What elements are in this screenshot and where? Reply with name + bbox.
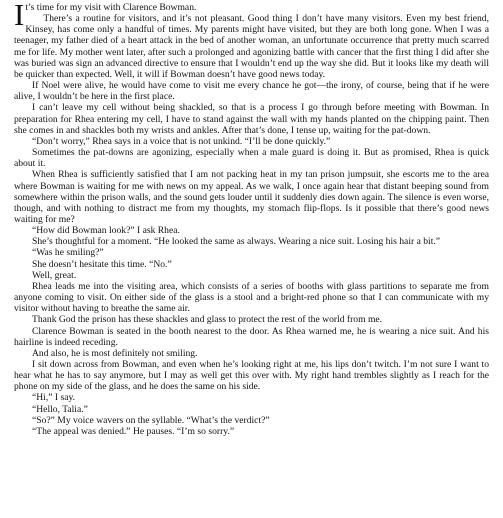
paragraph: When Rhea is sufficiently satisfied that I am not packing heat in my tan prison jumpsuit, she escorts me to the area where Bowman is waiting for me with news on my appeal. As we walk, I once again hear that distant beeping sound from somewhere within the prison walls, and the sound gets louder until it suddenly dies down again. The silence is even worse, though, and with nothing to distract me from my thoughts, my stomach flip-flops. Is it possible that there’s good news waiting for me? [14, 169, 489, 225]
paragraph: Clarence Bowman is seated in the booth nearest to the door. As Rhea warned me, he is wearing a nice suit. And his hairline is indeed receding. [14, 325, 489, 348]
paragraph: There’s a routine for visitors, and it’s not pleasant. Good thing I don’t have many visitors. Even my best friend, Kinsey, has come only a handful of times. My parents might have visited, but they are both long gone. When I was a teenager, my father died of a heart attack in the bed of another woman, an unfortunate occurrence that pretty much scarred me for life. My mother went later, after such a prolonged and agonizing battle with cancer that the first thing I did after she was buried was sign an advanced directive to ensure that I wouldn’t end up the way she did. But it looks like my death will be quicker than expected. Well, it will if Bowman doesn’t have good news today. [14, 13, 489, 80]
paragraph-text: t’s time for my visit with Clarence Bowman. [25, 2, 197, 13]
paragraph: Sometimes the pat-downs are agonizing, especially when a male guard is doing it. But as promised, Rhea is quick about it. [14, 147, 489, 170]
paragraph: I sit down across from Bowman, and even when he’s looking right at me, his lips don’t twitch. I’m not sure I want to hear what he has to say anymore, but I may as well get this over with. My right hand trembles slightly as I reach for the phone on my side of the glass, and he does the same on his side. [14, 359, 489, 393]
paragraph: She’s thoughtful for a moment. “He looked the same as always. Wearing a nice suit. Losing his hair a bit.” [32, 236, 441, 248]
drop-cap: I [14, 0, 25, 32]
paragraph: “The appeal was denied.” He pauses. “I’m so sorry.” [32, 425, 235, 437]
opening-paragraph [14, 0, 489, 32]
paragraph: “Hello, Talia.” [32, 403, 88, 415]
paragraph: “Don’t worry,” Rhea says in a voice that is not unkind. “I’ll be done quickly.” [32, 135, 331, 147]
paragraph: “How did Bowman look?” I ask Rhea. [32, 225, 180, 237]
paragraph: And also, he is most definitely not smiling. [32, 347, 198, 359]
paragraph: If Noel were alive, he would have come to visit me every chance he got—the irony, of course, being that if he were alive, I wouldn’t be here in the first place. [14, 80, 489, 103]
paragraph: I can’t leave my cell without being shackled, so that is a process I go through before meeting with Bowman. In preparation for Rhea entering my cell, I have to stand against the wall with my hands planted on the chipping paint. Then she comes in and shackles both my wrists and ankles. After that’s done, I tense up, waiting for the pat-down. [14, 102, 489, 136]
paragraph: “So?” My voice wavers on the syllable. “What’s the verdict?” [32, 414, 270, 426]
paragraph: Rhea leads me into the visiting area, which consists of a series of booths with glass partitions to separate me from anyone coming to visit. On either side of the glass is a stool and a bright-red phone so that I can communicate with my visitor without having to breathe the same air. [14, 280, 489, 315]
paragraph: “Hi,” I say. [32, 392, 76, 404]
paragraph: She doesn’t hesitate this time. “No.” [32, 258, 172, 270]
paragraph: Well, great. [32, 269, 77, 281]
paragraph: “Was he smiling?” [32, 247, 104, 259]
paragraph: Thank God the prison has these shackles and glass to protect the rest of the world from me. [32, 314, 383, 326]
